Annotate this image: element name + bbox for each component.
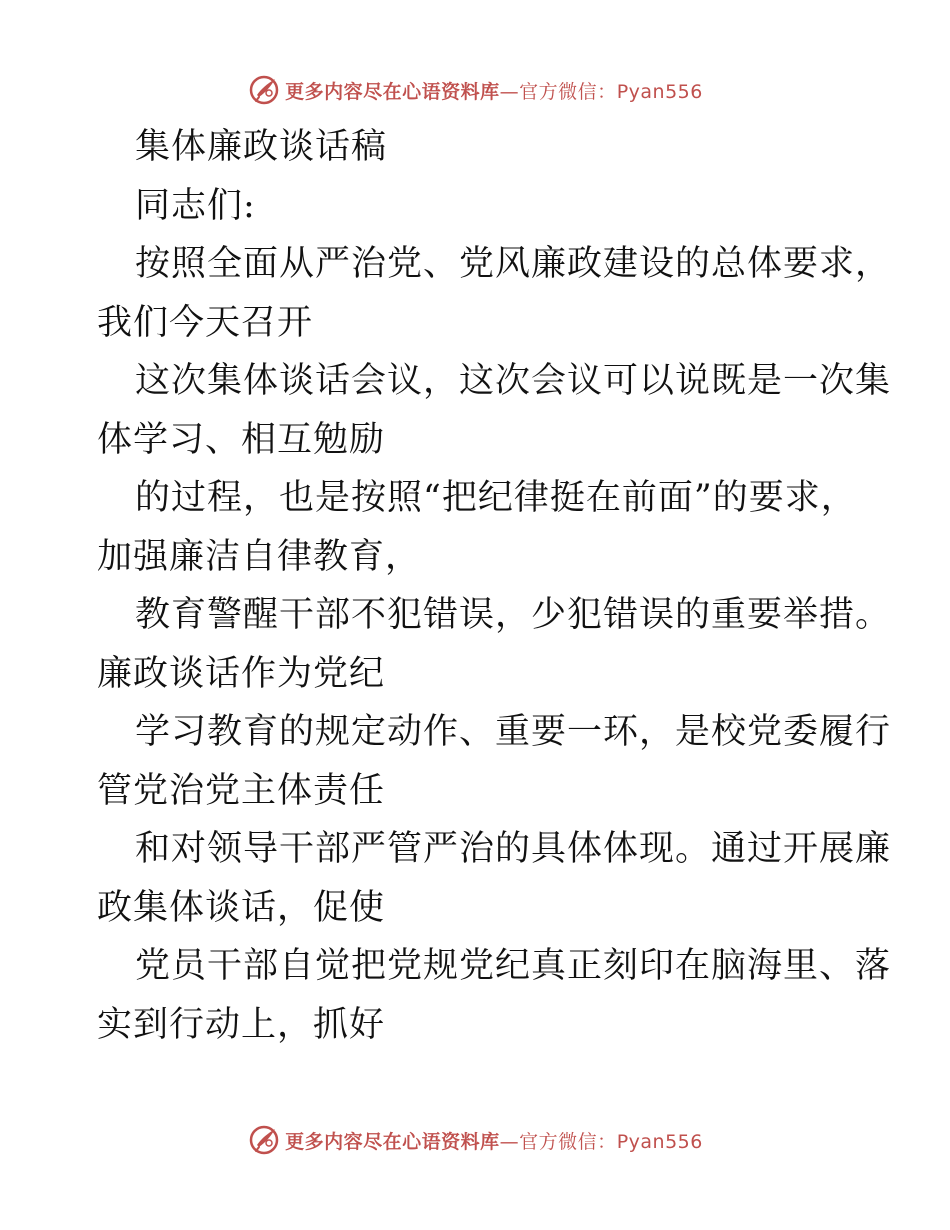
watermark-brand: 更多内容尽在心语资料库: [285, 80, 500, 103]
watermark-wechat-label: 官方微信：: [519, 80, 617, 103]
text-line: 这次集体谈话会议，这次会议可以说既是一次集: [135, 361, 892, 401]
document-title: 集体廉政谈话稿: [135, 127, 388, 167]
salutation: 同志们:: [135, 185, 256, 226]
watermark-wechat-label: 官方微信：: [519, 1130, 617, 1153]
header-watermark: [0, 70, 950, 110]
text-line: 的过程，也是按照“把纪律挺在前面”的要求，: [135, 478, 857, 518]
text-line: 教育警醒干部不犯错误，少犯错误的重要举措。: [135, 595, 892, 635]
text-line: 管党治党主体责任: [97, 770, 386, 811]
text-line: 党员干部自觉把党规党纪真正刻印在脑海里、落: [135, 946, 892, 986]
quill-seal-icon: [247, 1123, 281, 1157]
quill-seal-icon: [247, 73, 281, 107]
watermark-separator: —: [499, 1130, 520, 1153]
text-line: 按照全面从严治党、党风廉政建设的总体要求，: [135, 244, 892, 284]
watermark-brand: 更多内容尽在心语资料库: [285, 1130, 500, 1153]
text-line: 政集体谈话，促使: [97, 887, 386, 928]
text-line: 加强廉洁自律教育，: [97, 536, 422, 577]
text-line: 实到行动上，抓好: [97, 1004, 386, 1045]
watermark-text: [285, 1127, 703, 1154]
footer-watermark: [0, 1120, 950, 1160]
text-line: 学习教育的规定动作、重要一环，是校党委履行: [135, 712, 892, 752]
watermark-wechat-id: Pyan556: [616, 80, 703, 103]
text-line: 和对领导干部严管严治的具体体现。通过开展廉: [135, 829, 892, 869]
paragraph-lines: [97, 235, 892, 1054]
watermark-separator: —: [499, 80, 520, 103]
text-line: 我们今天召开: [97, 302, 314, 343]
text-line: 廉政谈话作为党纪: [97, 653, 386, 694]
text-line: 体学习、相互勉励: [97, 419, 386, 460]
document-body: [97, 118, 892, 1054]
watermark-text: [285, 77, 703, 104]
watermark-wechat-id: Pyan556: [616, 1130, 703, 1153]
